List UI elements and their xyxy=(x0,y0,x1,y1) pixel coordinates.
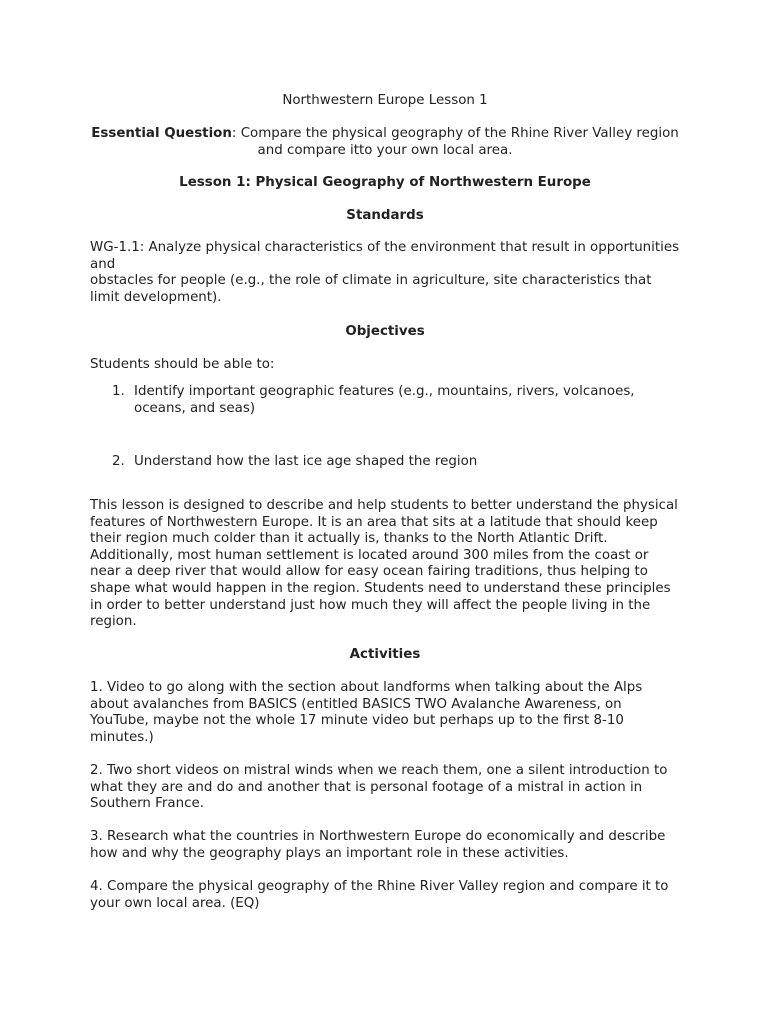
essential-question-label: Essential Question xyxy=(91,126,232,141)
activities-heading: Activities xyxy=(349,647,421,662)
objective-text: Understand how the last ice age shaped the region xyxy=(134,454,478,469)
objective-number: 1. xyxy=(112,384,125,399)
objective-item xyxy=(112,384,672,417)
essential-question-text: : Compare the physical geography of the Rhine River Valley region and compare itto your own local area. xyxy=(231,126,679,158)
standards-heading: Standards xyxy=(346,208,424,223)
document-title: Northwestern Europe Lesson 1 xyxy=(282,93,488,108)
objective-text: Identify important geographic features (e.g., mountains, rivers, volcanoes, oceans, and seas) xyxy=(134,384,635,416)
document-page xyxy=(90,93,680,911)
objective-item xyxy=(112,454,672,471)
lesson-description: This lesson is designed to describe and help students to better understand the physical features of Northwestern Europe. It is an area that sits at a latitude that should keep their region much colder than it actually is, thanks to the North Atlantic Drift. Additionally, most human settlement is located around 300 miles from the coast or near a deep river that would allow for easy ocean fairing traditions, thus helping to shape what would happen in the region. Students need to understand these principles in order to better understand just how much they will affect the people living in the region. xyxy=(90,498,678,630)
lesson-heading: Lesson 1: Physical Geography of Northwestern Europe xyxy=(179,175,591,190)
essential-question xyxy=(90,126,680,159)
activity-item: 1. Video to go along with the section about landforms when talking about the Alps about avalanches from BASICS (entitled BASICS TWO Avalanche Awareness, on YouTube, maybe not the whole 17 minute video but perhaps up to the first 8-10 minutes.) xyxy=(90,680,643,745)
activity-item: 3. Research what the countries in Northwestern Europe do economically and describe how and why the geography plays an important role in these activities. xyxy=(90,829,666,861)
objectives-heading: Objectives xyxy=(345,324,425,339)
standards-text xyxy=(90,240,680,306)
activity-item: 2. Two short videos on mistral winds when we reach them, one a silent introduction to what they are and do and another that is personal footage of a mistral in action in Southern France. xyxy=(90,763,668,812)
standards-line-1: WG-1.1: Analyze physical characteristics of the environment that result in opportunities and xyxy=(90,240,680,272)
objective-number: 2. xyxy=(112,454,125,469)
objectives-intro: Students should be able to: xyxy=(90,357,275,372)
activity-item: 4. Compare the physical geography of the Rhine River Valley region and compare it to your own local area. (EQ) xyxy=(90,879,669,911)
standards-line-2: obstacles for people (e.g., the role of climate in agriculture, site characteristics that limit development). xyxy=(90,273,652,305)
